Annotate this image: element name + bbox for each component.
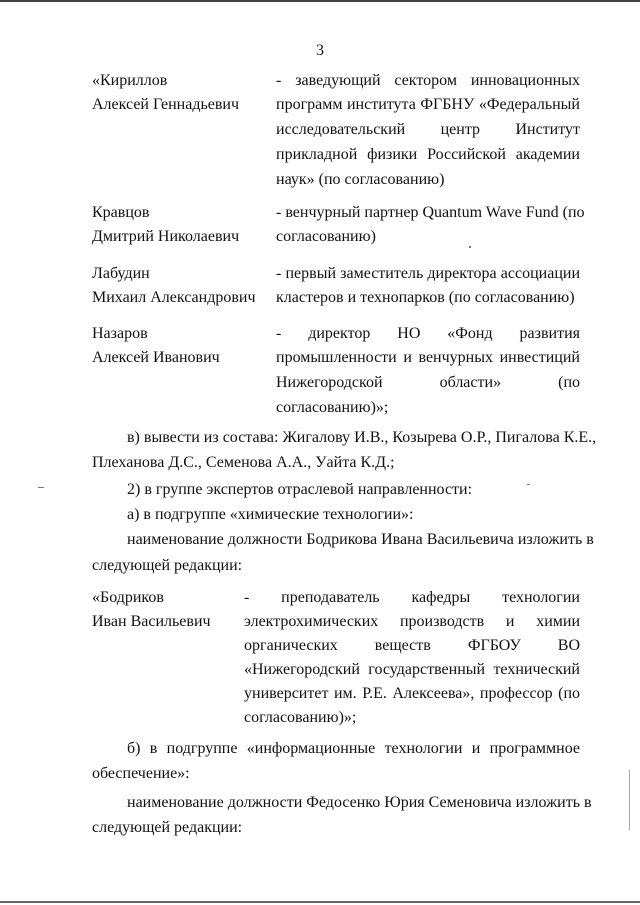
bodrikov-desc-line: согласованию)»; (244, 709, 357, 726)
member-desc-line: программ института ФГБНУ «Федеральный (276, 96, 580, 113)
page-number: 3 (316, 42, 324, 59)
bodrikov-desc-line: «Нижегородский государственный технический (244, 661, 580, 678)
scan-edge-mark (629, 770, 630, 830)
member-desc-line: согласованию)»; (276, 399, 389, 416)
member-desc-line: промышленности и венчурных инвестиций (276, 349, 580, 366)
bodrikov-desc-line: органических веществ ФГБОУ ВО (244, 637, 580, 654)
member-desc-line: - директор НО «Фонд развития (276, 325, 580, 342)
member-desc-line: согласованию) (276, 228, 376, 245)
member-name-line1: Лабудин (92, 265, 150, 282)
member-name-line2: Алексей Иванович (92, 349, 220, 366)
bodrikov-desc-line: электрохимических производств и химии (244, 613, 580, 630)
paragraph-sub-a: а) в подгруппе «химические технологии»: (127, 506, 414, 523)
paragraph-bodrikov-line1: наименование должности Бодрикова Ивана Васильевича изложить в (127, 531, 594, 548)
member-name-line1: Назаров (92, 325, 148, 342)
bodrikov-name-line1: «Бодриков (92, 589, 164, 606)
member-name-line1: Кравцов (92, 204, 150, 221)
member-desc-line: - первый заместитель директора ассоциации (276, 265, 580, 282)
paragraph-sub-b-line1: б) в подгруппе «информационные технологии и программное (127, 740, 580, 757)
member-name-line2: Михаил Александрович (92, 289, 256, 306)
member-desc-line: прикладной физики Российской академии (276, 146, 580, 163)
scan-speck (38, 487, 44, 488)
member-name-line1: «Кириллов (92, 72, 168, 89)
member-desc-line: Нижегородской области» (по (276, 374, 580, 391)
paragraph-remove-line2: Плеханова Д.С., Семенова А.А., Уайта К.Д.; (92, 454, 395, 471)
member-name-line2: Дмитрий Николаевич (92, 228, 240, 245)
paragraph-sub-b-line2: обеспечение»: (92, 765, 190, 782)
paragraph-fedosenko-line2: следующей редакции: (92, 819, 243, 836)
bottom-scan-edge (0, 901, 640, 903)
member-desc-line: наук» (по согласованию) (276, 171, 445, 188)
paragraph-bodrikov-line2: следующей редакции: (92, 557, 243, 574)
paragraph-group2: 2) в группе экспертов отраслевой направленности: (127, 481, 473, 498)
scan-speck (469, 246, 471, 248)
member-desc-line: кластеров и технопарков (по согласованию) (276, 289, 575, 306)
paragraph-remove-line1: в) вывести из состава: Жигалову И.В., Козырева О.Р., Пигалова К.Е., (127, 429, 597, 446)
bodrikov-desc-line: университет им. Р.Е. Алексеева», профессор (по (244, 685, 580, 702)
bodrikov-name-line2: Иван Васильевич (92, 613, 211, 630)
member-desc-line: исследовательский центр Институт (276, 121, 580, 138)
scan-speck (527, 484, 530, 485)
paragraph-fedosenko-line1: наименование должности Федосенко Юрия Семеновича изложить в (127, 794, 592, 811)
top-scan-edge (0, 0, 640, 2)
bodrikov-desc-line: - преподаватель кафедры технологии (244, 589, 580, 606)
member-desc-line: - венчурный партнер Quantum Wave Fund (по (276, 204, 585, 221)
member-desc-line: - заведующий сектором инновационных (276, 72, 580, 89)
member-name-line2: Алексей Геннадьевич (92, 96, 240, 113)
